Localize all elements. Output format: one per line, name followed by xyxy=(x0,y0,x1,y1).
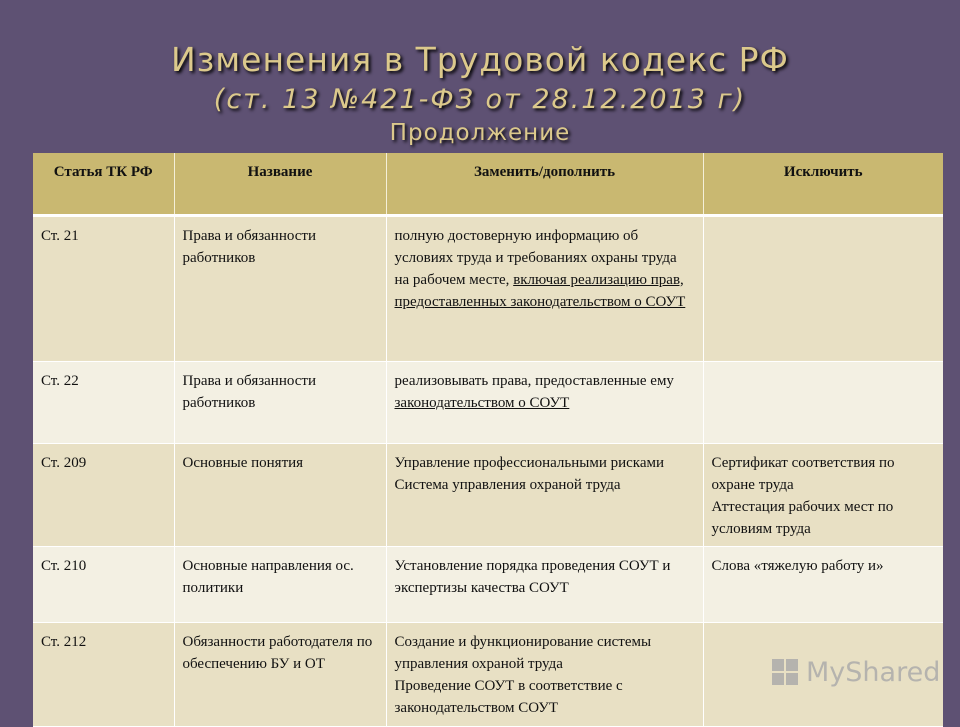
amendments-table xyxy=(33,153,943,727)
replace-line-2: Система управления охраной труда xyxy=(394,476,621,493)
cell-exclude xyxy=(703,443,943,546)
title-line-3: Продолжение xyxy=(389,120,571,146)
replace-line-1: Создание и функционирование системы управления охраной труда xyxy=(394,633,652,672)
title-line-1: Изменения в Трудовой кодекс РФ xyxy=(171,40,789,79)
cell-name: Обязанности работодателя по обеспечению БУ и ОТ xyxy=(174,622,386,726)
cell-replace xyxy=(386,215,703,361)
watermark-text: MyShared xyxy=(806,656,941,688)
header-exclude: Исключить xyxy=(703,153,943,215)
cell-article: Ст. 209 xyxy=(33,443,174,546)
cell-article: Ст. 21 xyxy=(33,215,174,361)
cell-replace xyxy=(386,443,703,546)
replace-text: реализовывать права, предоставленные ему xyxy=(394,372,674,389)
cell-article: Ст. 22 xyxy=(33,361,174,443)
table-row xyxy=(33,443,943,546)
cell-name: Основные понятия xyxy=(174,443,386,546)
cell-replace xyxy=(386,361,703,443)
table-row xyxy=(33,546,943,622)
replace-text: полную достоверную информацию об условиях труда и требованиях охраны труда на рабочем месте, xyxy=(394,227,677,288)
cell-name: Основные направления ос. политики xyxy=(174,546,386,622)
cell-exclude xyxy=(703,361,943,443)
exclude-line-1: Сертификат соответствия по охране труда xyxy=(711,454,895,493)
title-line-2: (ст. 13 №421-ФЗ от 28.12.2013 г) xyxy=(213,84,747,115)
cell-article: Ст. 212 xyxy=(33,622,174,726)
replace-underlined-text: законодательством о СОУТ xyxy=(394,394,570,411)
table-row xyxy=(33,215,943,361)
cell-name: Права и обязанности работников xyxy=(174,215,386,361)
header-replace: Заменить/дополнить xyxy=(386,153,703,215)
replace-line-1: Управление профессиональными рисками xyxy=(394,454,665,471)
cell-replace xyxy=(386,622,703,726)
cell-exclude xyxy=(703,215,943,361)
table-row xyxy=(33,361,943,443)
cell-article: Ст. 210 xyxy=(33,546,174,622)
cell-name: Права и обязанности работников xyxy=(174,361,386,443)
header-article: Статья ТК РФ xyxy=(33,153,174,215)
replace-underlined-text: включая реализацию прав, предоставленных законодательством о СОУТ xyxy=(394,271,686,310)
exclude-line-2: Аттестация рабочих мест по условиям труда xyxy=(711,498,894,537)
slide-title xyxy=(0,0,960,150)
replace-line-2: Проведение СОУТ в соответствие с законодательством СОУТ xyxy=(394,677,623,716)
myshared-watermark xyxy=(770,652,940,692)
cell-exclude: Слова «тяжелую работу и» xyxy=(703,546,943,622)
header-name: Название xyxy=(174,153,386,215)
myshared-logo-icon xyxy=(770,657,800,687)
cell-replace: Установление порядка проведения СОУТ и экспертизы качества СОУТ xyxy=(386,546,703,622)
table-header-row xyxy=(33,153,943,215)
